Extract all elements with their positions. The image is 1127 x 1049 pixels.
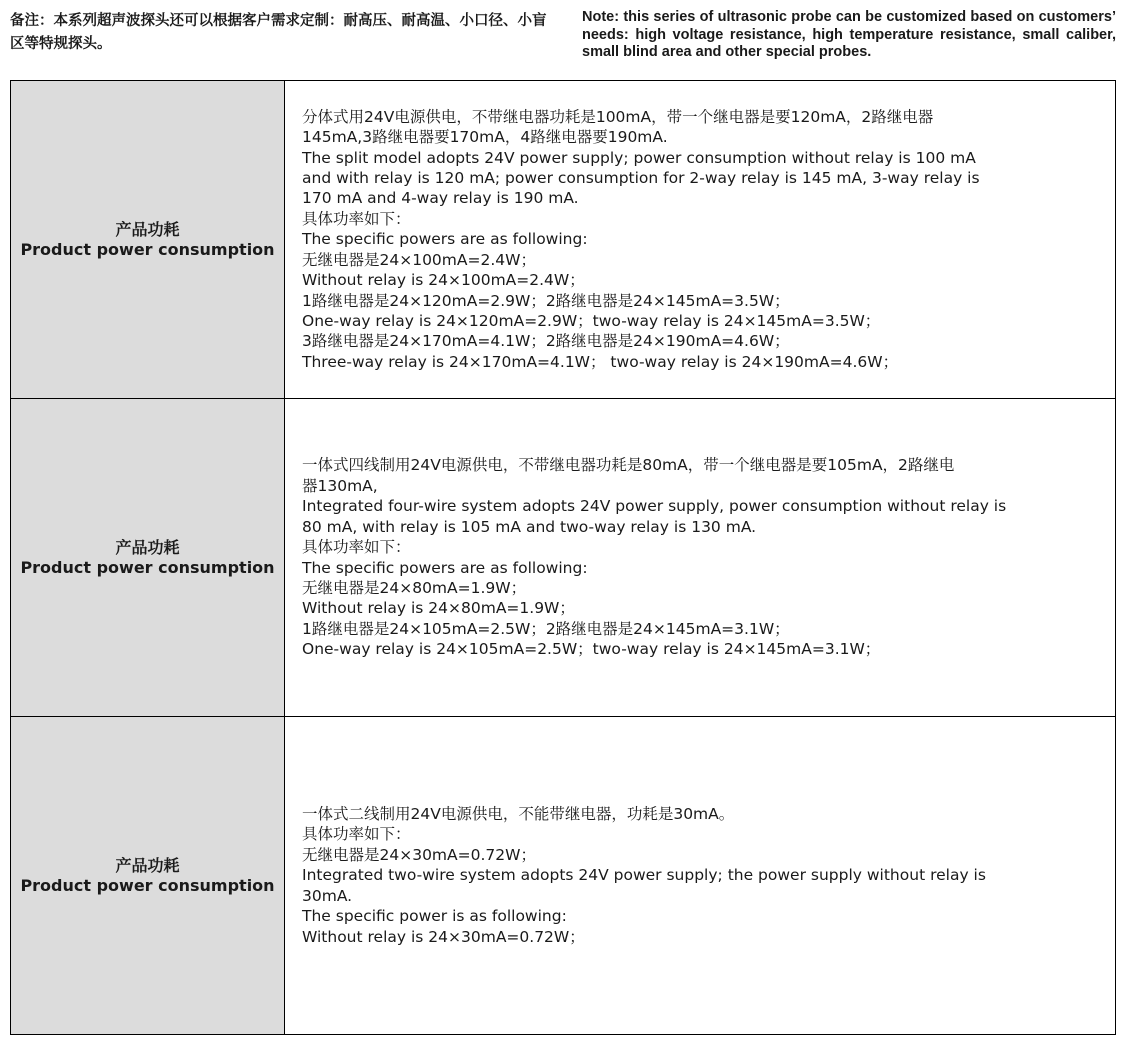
content-line: 一体式四线制用24V电源供电，不带继电器功耗是80mA，带一个继电器是要105mA，2路继电 bbox=[302, 456, 955, 475]
content-line: Without relay is 24×80mA=1.9W； bbox=[302, 599, 575, 618]
row-label-english: Product power consumption bbox=[20, 239, 275, 259]
table-row bbox=[11, 717, 1116, 1035]
row-content-cell bbox=[285, 717, 1116, 1035]
power-consumption-table-body bbox=[11, 81, 1116, 1035]
table-row bbox=[11, 81, 1116, 399]
content-line: 具体功率如下： bbox=[302, 825, 411, 844]
content-line: 145mA,3路继电器要170mA，4路继电器要190mA. bbox=[302, 128, 668, 147]
note-english: Note: this series of ultrasonic probe can be customized based on customers’ needs: high voltage resistance, high temperature resistance, small caliber, small blind area and other special probes. bbox=[582, 9, 1116, 60]
content-line: One-way relay is 24×105mA=2.5W；two-way relay is 24×145mA=3.1W； bbox=[302, 640, 881, 659]
row-label-chinese: 产品功耗 bbox=[115, 537, 180, 557]
content-line: 1路继电器是24×105mA=2.5W；2路继电器是24×145mA=3.1W； bbox=[302, 619, 790, 638]
row-label-english: Product power consumption bbox=[20, 557, 275, 577]
content-line: The specific powers are as following: bbox=[302, 230, 588, 249]
content-line: The specific power is as following: bbox=[302, 907, 567, 926]
content-line: 具体功率如下： bbox=[302, 538, 411, 557]
content-line: Integrated two-wire system adopts 24V power supply; the power supply without relay is bbox=[302, 866, 986, 885]
row-content-cell bbox=[285, 81, 1116, 399]
note-chinese: 备注：本系列超声波探头还可以根据客户需求定制：耐高压、耐高温、小口径、小盲区等特规探头。 bbox=[10, 13, 547, 52]
row-label-cell bbox=[11, 81, 285, 399]
content-line: 1路继电器是24×120mA=2.9W；2路继电器是24×145mA=3.5W； bbox=[302, 291, 790, 310]
content-line: The specific powers are as following: bbox=[302, 558, 588, 577]
row-label-cell bbox=[11, 717, 285, 1035]
content-line: 3路继电器是24×170mA=4.1W；2路继电器是24×190mA=4.6W； bbox=[302, 332, 790, 351]
content-line: 30mA. bbox=[302, 886, 353, 905]
content-line: Without relay is 24×30mA=0.72W； bbox=[302, 927, 585, 946]
content-line: 80 mA, with relay is 105 mA and two-way relay is 130 mA. bbox=[302, 517, 757, 536]
row-content-cell bbox=[285, 399, 1116, 717]
content-line: 无继电器是24×30mA=0.72W； bbox=[302, 845, 536, 864]
content-line: One-way relay is 24×120mA=2.9W；two-way relay is 24×145mA=3.5W； bbox=[302, 311, 881, 330]
table-row bbox=[11, 399, 1116, 717]
row-label-english: Product power consumption bbox=[20, 875, 275, 895]
content-line: 无继电器是24×100mA=2.4W； bbox=[302, 250, 536, 269]
content-line: 一体式二线制用24V电源供电，不能带继电器，功耗是30mA。 bbox=[302, 805, 735, 824]
row-label-cell bbox=[11, 399, 285, 717]
content-line: 170 mA and 4-way relay is 190 mA. bbox=[302, 189, 579, 208]
content-line: The split model adopts 24V power supply; power consumption without relay is 100 mA bbox=[302, 148, 976, 167]
content-line: Without relay is 24×100mA=2.4W； bbox=[302, 271, 585, 290]
content-line: 分体式用24V电源供电，不带继电器功耗是100mA，带一个继电器是要120mA，2路继电器 bbox=[302, 107, 934, 126]
content-line: 无继电器是24×80mA=1.9W； bbox=[302, 578, 527, 597]
power-consumption-table bbox=[10, 80, 1116, 1035]
content-line: 具体功率如下： bbox=[302, 209, 411, 228]
content-line: and with relay is 120 mA; power consumption for 2-way relay is 145 mA, 3-way relay is bbox=[302, 169, 980, 188]
content-line: Three-way relay is 24×170mA=4.1W； two-way relay is 24×190mA=4.6W； bbox=[302, 352, 899, 371]
row-label-chinese: 产品功耗 bbox=[115, 855, 180, 875]
content-line: 器130mA, bbox=[302, 476, 378, 495]
content-line: Integrated four-wire system adopts 24V power supply, power consumption without relay is bbox=[302, 497, 1007, 516]
row-label-chinese: 产品功耗 bbox=[115, 219, 180, 239]
